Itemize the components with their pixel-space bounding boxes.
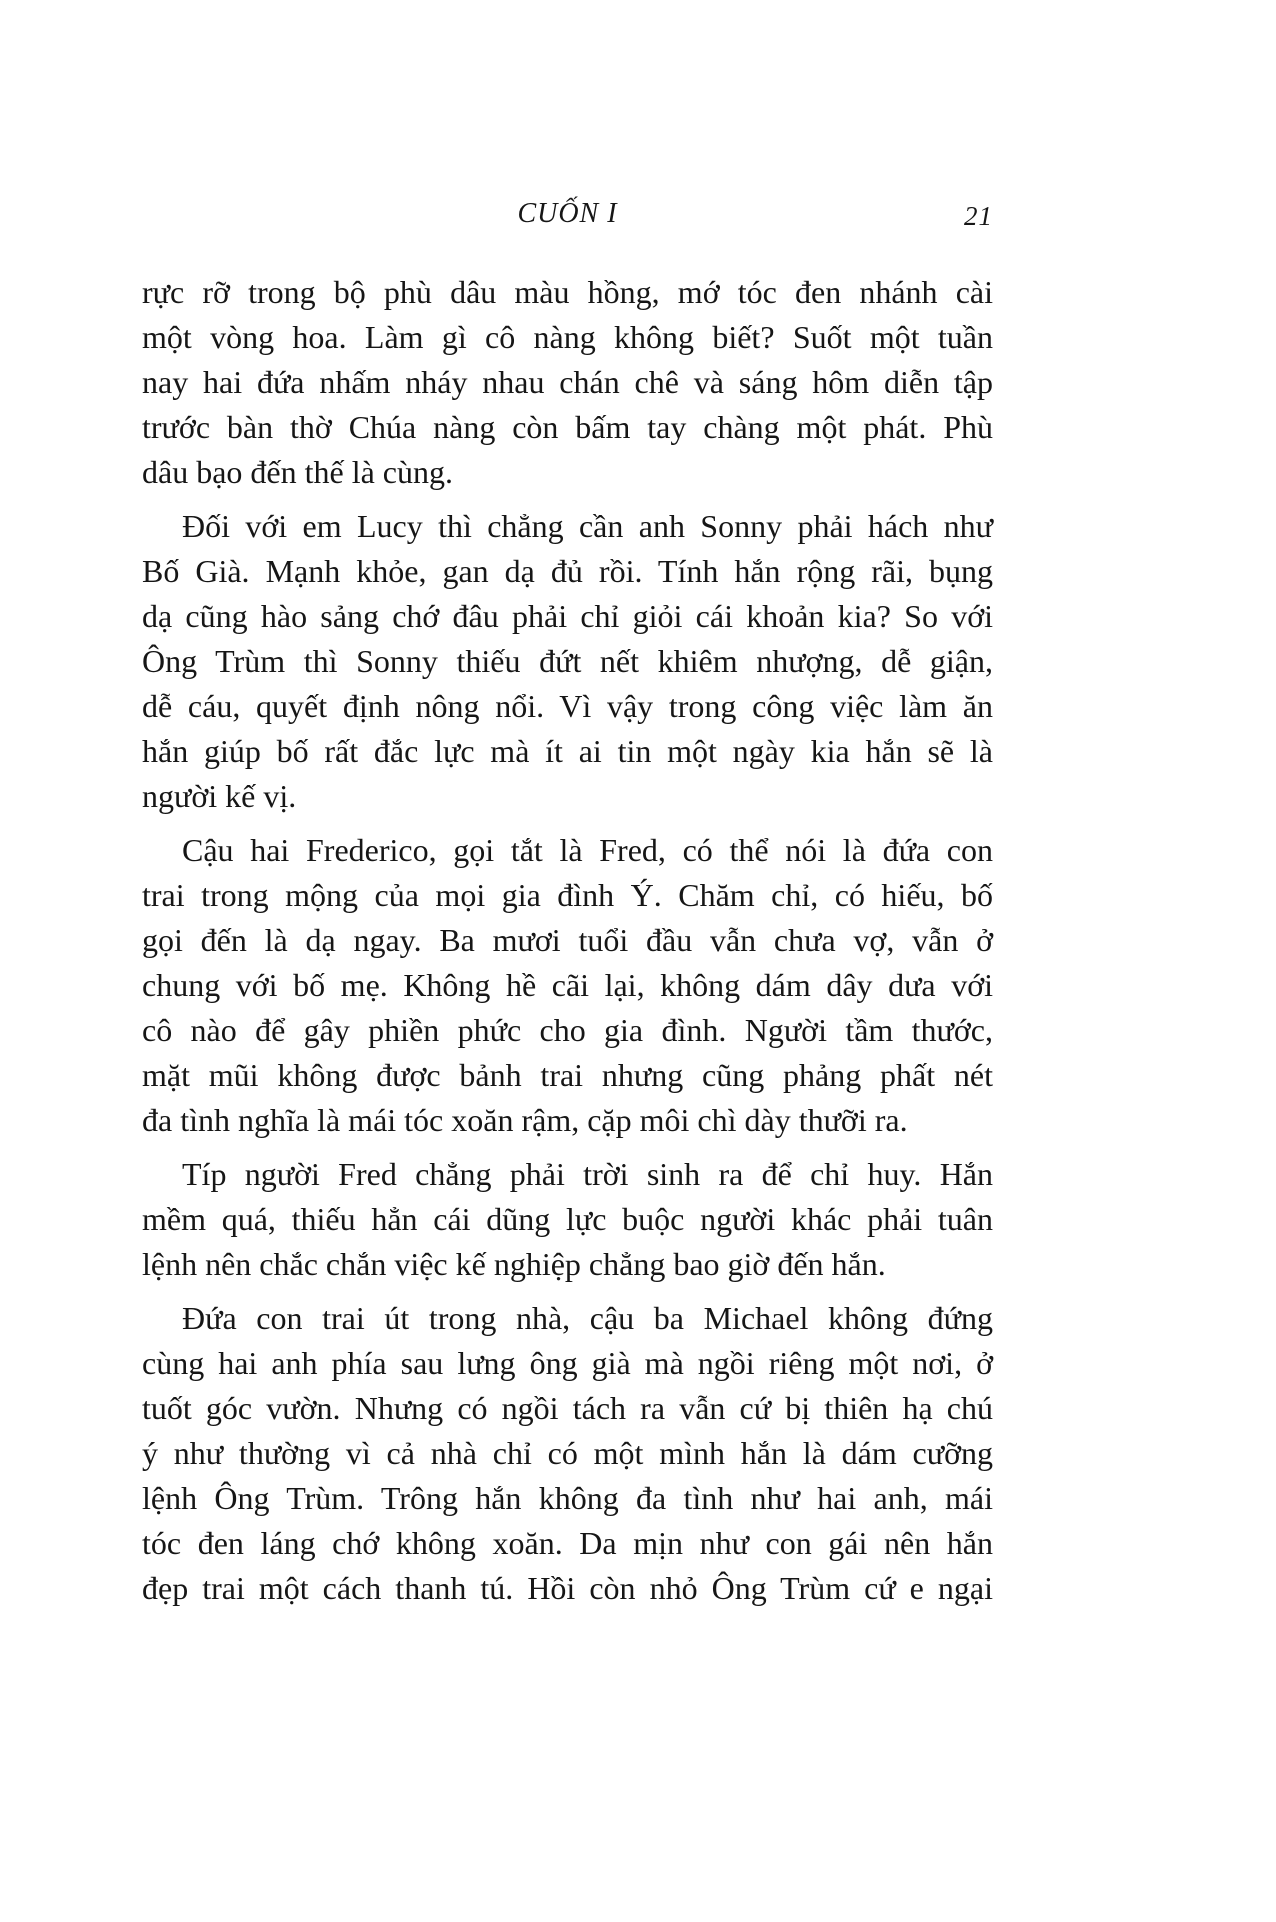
text-line: một vòng hoa. Làm gì cô nàng không biết? Suốt một tuần — [142, 319, 993, 355]
text-line: Bố Già. Mạnh khỏe, gan dạ đủ rồi. Tính hắn rộng rãi, bụng — [142, 553, 993, 589]
text-line: nay hai đứa nhấm nháy nhau chán chê và sáng hôm diễn tập — [142, 364, 993, 400]
paragraph — [142, 270, 993, 495]
text-line: tuốt góc vườn. Nhưng có ngồi tách ra vẫn cứ bị thiên hạ chú — [142, 1390, 993, 1426]
text-line: dâu bạo đến thế là cùng. — [142, 454, 453, 490]
text-line: tóc đen láng chớ không xoăn. Da mịn như con gái nên hắn — [142, 1525, 993, 1561]
text-line: cô nào để gây phiền phức cho gia đình. Người tầm thước, — [142, 1012, 993, 1048]
text-line: dễ cáu, quyết định nông nổi. Vì vậy trong công việc làm ăn — [142, 688, 993, 724]
text-line: hắn giúp bố rất đắc lực mà ít ai tin một ngày kia hắn sẽ là — [142, 733, 993, 769]
text-line: mềm quá, thiếu hẳn cái dũng lực buộc người khác phải tuân — [142, 1201, 993, 1237]
text-line: lệnh nên chắc chắn việc kế nghiệp chẳng bao giờ đến hắn. — [142, 1246, 886, 1282]
text-line: Típ người Fred chẳng phải trời sinh ra để chỉ huy. Hắn — [182, 1156, 993, 1192]
text-line: cùng hai anh phía sau lưng ông già mà ngồi riêng một nơi, ở — [142, 1345, 993, 1381]
text-line: người kế vị. — [142, 778, 297, 814]
text-line: dạ cũng hào sảng chớ đâu phải chỉ giỏi cái khoản kia? So với — [142, 598, 993, 634]
text-line: đa tình nghĩa là mái tóc xoăn rậm, cặp môi chì dày thưỡi ra. — [142, 1102, 908, 1138]
body-text — [142, 270, 993, 1611]
text-line: rực rỡ trong bộ phù dâu màu hồng, mớ tóc đen nhánh cài — [142, 274, 993, 310]
paragraph — [142, 504, 993, 819]
page-number: 21 — [964, 201, 993, 231]
text-line: chung với bố mẹ. Không hề cãi lại, không dám dây dưa với — [142, 967, 993, 1003]
paragraph — [142, 1152, 993, 1287]
text-line: Cậu hai Frederico, gọi tắt là Fred, có thể nói là đứa con — [182, 832, 993, 868]
section-title: CUỐN I — [517, 198, 618, 229]
text-line: mặt mũi không được bảnh trai nhưng cũng phảng phất nét — [142, 1057, 993, 1093]
text-line: trai trong mộng của mọi gia đình Ý. Chăm chỉ, có hiếu, bố — [142, 877, 993, 913]
text-line: gọi đến là dạ ngay. Ba mươi tuổi đầu vẫn chưa vợ, vẫn ở — [142, 922, 993, 958]
text-line: Đứa con trai út trong nhà, cậu ba Michael không đứng — [182, 1300, 993, 1336]
running-header — [142, 198, 993, 234]
text-line: lệnh Ông Trùm. Trông hắn không đa tình như hai anh, mái — [142, 1480, 993, 1516]
text-line: đẹp trai một cách thanh tú. Hồi còn nhỏ Ông Trùm cứ e ngại — [142, 1570, 993, 1606]
paragraph — [142, 828, 993, 1143]
text-line: trước bàn thờ Chúa nàng còn bấm tay chàng một phát. Phù — [142, 409, 993, 445]
text-line: Đối với em Lucy thì chẳng cần anh Sonny phải hách như — [182, 508, 993, 544]
text-line: ý như thường vì cả nhà chỉ có một mình hắn là dám cưỡng — [142, 1435, 993, 1471]
text-line: Ông Trùm thì Sonny thiếu đứt nết khiêm nhượng, dễ giận, — [142, 643, 993, 679]
paragraph — [142, 1296, 993, 1611]
